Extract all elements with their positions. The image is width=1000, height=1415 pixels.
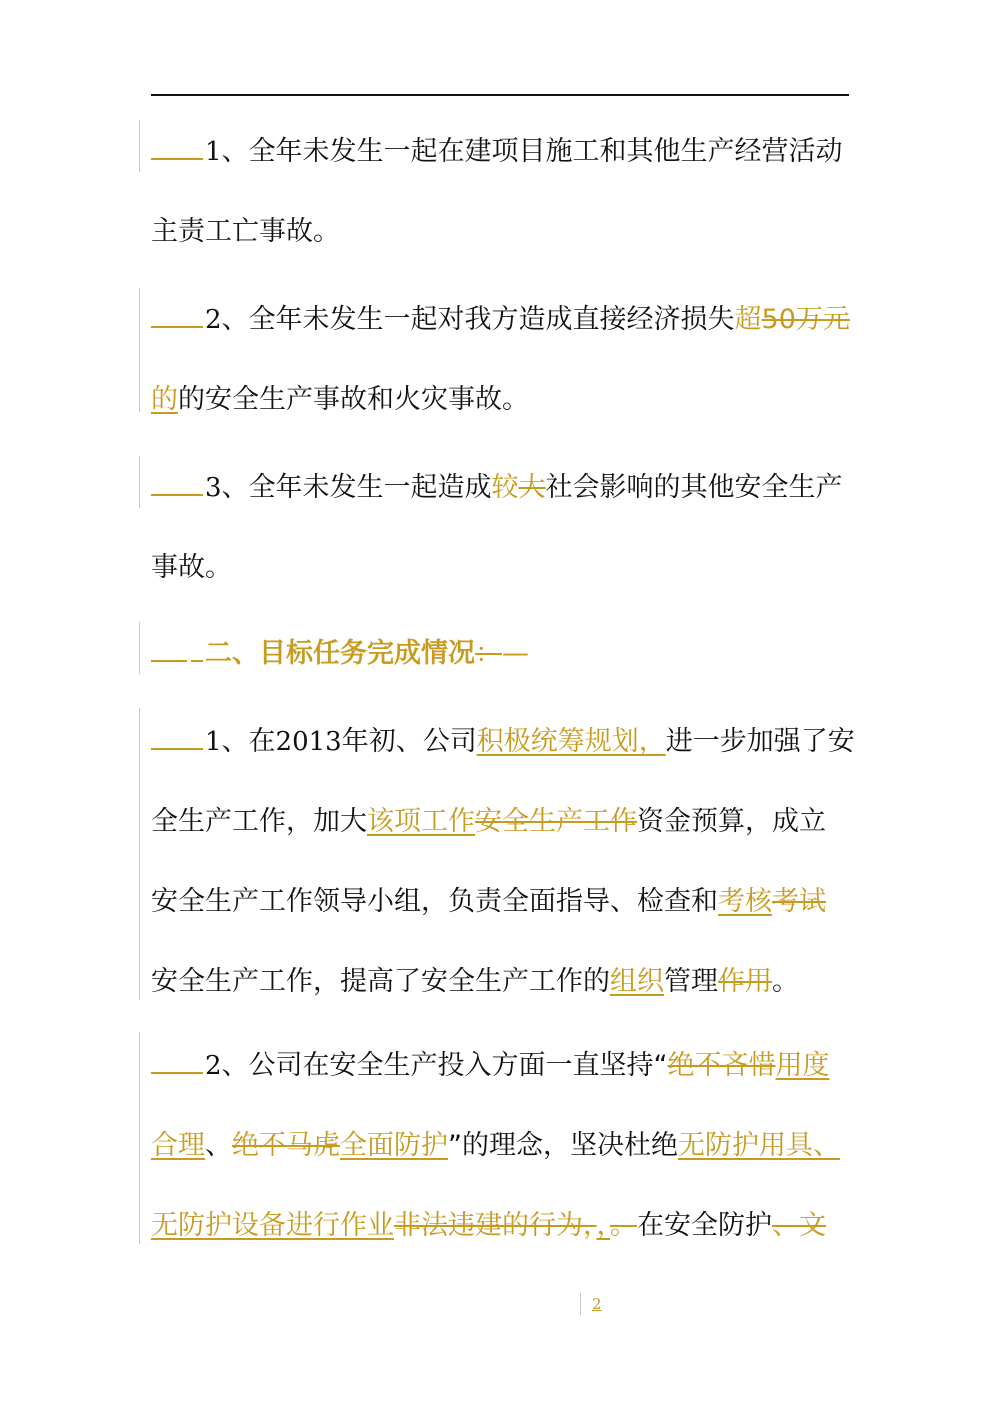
paragraph-text: 。 [772,966,799,997]
change-bar [139,456,140,508]
paragraph-text: 、 [205,1130,232,1161]
item-number: 1 [205,137,222,167]
deleted-text: 绝不吝惜 [667,1050,776,1081]
paragraph-text: ”的理念，坚决杜绝 [448,1130,678,1161]
paragraph-text: 资金预算，成立 [637,806,826,837]
paragraph-text: 安全生产工作，提高了安全生产工作的 [151,966,610,997]
item-number: 2 [205,305,222,335]
paragraph-text: 社会影响的其他安全生产 [545,472,843,503]
paragraph-text: 的安全生产事故和火灾事故。 [178,384,529,415]
paragraph-text: 全年未发生一起对我方造成直接经济损失 [248,304,735,335]
change-bar [139,120,140,172]
paragraph-text: 全生产工作，加大 [151,806,367,837]
inserted-text: 积极统筹规划， [476,726,666,757]
change-bar [139,622,140,674]
blank-underline [151,158,203,160]
change-bar [139,288,140,412]
paragraph-item-3 [151,448,881,608]
paragraph-text: 进一步加强了安 [665,726,855,757]
deleted-text: 、文 [772,1210,826,1241]
page-number: 2 [592,1295,602,1313]
deleted-text: 绝不马虎 [232,1130,340,1161]
blank-underline [191,660,203,662]
deleted-text: 安全生产工作 [475,806,637,837]
section-heading [151,614,881,694]
change-bar [139,1032,140,1244]
paragraph-text: 全年未发生一起在建项目施工和其他生产经营活动 [248,136,843,167]
year-text: 2013 [275,727,342,757]
item-number: 1 [205,727,222,757]
inserted-text: 的 [151,384,178,415]
inserted-text: 该项工作 [367,806,475,837]
inserted-text: 用度 [775,1050,830,1081]
separator: 、 [221,726,249,757]
deleted-mark: — [502,638,529,669]
blank-underline [151,748,203,750]
separator: 、 [221,304,249,335]
paragraph-section2-item-2 [151,1026,881,1266]
paragraph-section2-item-1 [151,702,881,1022]
paragraph-text: 年初、公司 [341,726,477,757]
item-number: 2 [205,1051,222,1081]
blank-underline [151,660,187,662]
paragraph-item-1 [151,112,881,272]
inserted-text: 较 [491,472,519,503]
separator: 、 [221,136,249,167]
paragraph-text: 主责工亡事故。 [151,216,340,247]
deleted-text: 50万元 [761,304,850,335]
header-rule [151,94,849,96]
paragraph-text: 安全生产工作领导小组，负责全面指导、检查和 [151,886,718,917]
deleted-text: 非法违建的行为， [394,1210,597,1241]
change-bar [139,708,140,1000]
deleted-text: ： [475,638,502,669]
item-number: 3 [205,473,222,503]
inserted-text: 无防护用具、 [678,1130,840,1161]
paragraph-text: 公司在安全生产投入方面一直坚持“ [248,1050,668,1081]
separator: 、 [221,472,249,503]
deleted-text: 。 [610,1210,637,1241]
paragraph-item-2 [151,280,881,440]
deleted-text: 作用 [718,966,772,997]
inserted-text: 合理 [151,1130,205,1161]
paragraph-text: 事故。 [151,552,232,583]
paragraph-text: 管理 [664,966,718,997]
paragraph-text: 在安全防护 [637,1210,772,1241]
inserted-text: 考核 [718,886,772,917]
paragraph-text: 在 [248,726,276,757]
inserted-text: 组织 [610,966,664,997]
blank-underline [151,494,203,496]
inserted-text: 超 [734,304,762,335]
deleted-text: 考试 [772,886,826,917]
heading-text: 二、目标任务完成情况 [205,638,475,669]
blank-underline [151,1072,203,1074]
inserted-text: 全面防护 [340,1130,448,1161]
inserted-text: ， [596,1210,610,1241]
footer-change-bar [580,1293,581,1315]
paragraph-text: 全年未发生一起造成 [248,472,492,503]
blank-underline [151,326,203,328]
deleted-text: 大 [518,472,546,503]
separator: 、 [221,1050,249,1081]
inserted-text: 无防护设备进行作业 [151,1210,394,1241]
